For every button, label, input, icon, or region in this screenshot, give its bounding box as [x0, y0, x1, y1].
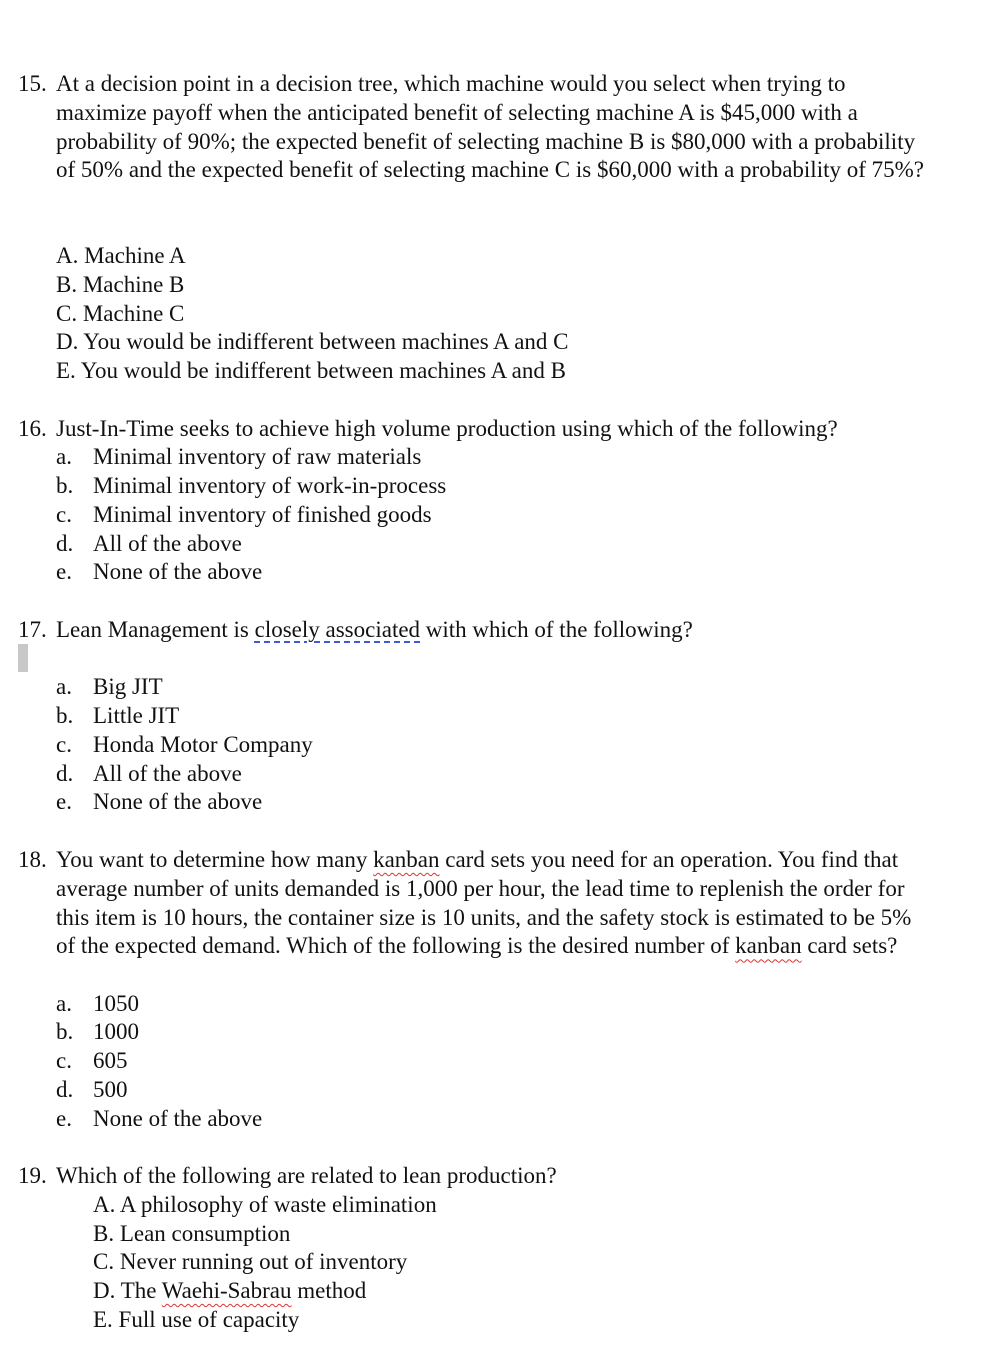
text-cursor-marker: [18, 644, 28, 672]
option-d: D. You would be indifferent between machines A and C: [56, 329, 569, 354]
option-a: [56, 443, 421, 472]
question-text-start: You want to determine how many: [56, 847, 374, 872]
option-letter: e.: [56, 559, 72, 584]
option-e: E. Full use of capacity: [93, 1307, 300, 1332]
option-text: 605: [93, 1048, 128, 1073]
question-16: [18, 415, 928, 444]
option-d: [56, 530, 242, 559]
option-c: C. Machine C: [56, 301, 185, 326]
option-a: [56, 990, 139, 1019]
question-text: Which of the following are related to lean production?: [56, 1163, 557, 1188]
option-b: [56, 472, 446, 501]
option-letter: b.: [56, 1019, 74, 1044]
question-number: 16.: [18, 416, 47, 441]
option-letter: c.: [56, 502, 72, 527]
option-b: [56, 702, 179, 731]
option-c: [56, 1047, 128, 1076]
option-text-start: D. The: [93, 1278, 162, 1303]
question-text-end: with which of the following?: [420, 617, 693, 642]
question-number: 17.: [18, 617, 47, 642]
option-letter: e.: [56, 1106, 72, 1131]
question-17: [18, 616, 928, 645]
option-text: Big JIT: [93, 674, 163, 699]
option-text: All of the above: [93, 761, 242, 786]
option-text: 1050: [93, 991, 139, 1016]
option-c: [56, 501, 432, 530]
option-a: A. A philosophy of waste elimination: [93, 1192, 437, 1217]
question-number: 19.: [18, 1163, 47, 1188]
option-c: C. Never running out of inventory: [93, 1249, 408, 1274]
option-d: [56, 1076, 128, 1105]
grammar-flagged-text[interactable]: closely associated: [254, 617, 421, 642]
option-text: Honda Motor Company: [93, 732, 313, 757]
spelling-flagged-word[interactable]: Waehi-Sabrau: [161, 1278, 292, 1303]
option-text-end: method: [291, 1278, 367, 1303]
option-a: [56, 673, 163, 702]
option-text: None of the above: [93, 1106, 263, 1131]
option-d: [56, 760, 242, 789]
option-letter: b.: [56, 473, 74, 498]
option-d: [93, 1277, 366, 1306]
option-b: B. Machine B: [56, 272, 185, 297]
question-text: [56, 616, 928, 645]
option-e: [56, 1105, 262, 1134]
question-text: Just-In-Time seeks to achieve high volume production using which of the following?: [56, 416, 838, 441]
option-letter: d.: [56, 531, 74, 556]
question-15: [18, 70, 928, 185]
spelling-flagged-word[interactable]: kanban: [373, 847, 440, 872]
option-text: None of the above: [93, 789, 263, 814]
question-text: At a decision point in a decision tree, which machine would you select when trying to maximize payoff when the anticipated benefit of selecting machine A is $45,000 with a probability of 90%; the expected benefit of selecting machine B is $80,000 with a probability of 50% and the expected benefit of selecting machine C is $60,000 with a probability of 75%?: [56, 71, 925, 183]
option-b: [56, 1018, 139, 1047]
option-e: [56, 558, 262, 587]
option-letter: c.: [56, 732, 72, 757]
option-letter: c.: [56, 1048, 72, 1073]
option-e: E. You would be indifferent between machines A and B: [56, 358, 566, 383]
option-text: Minimal inventory of work-in-process: [93, 473, 447, 498]
option-letter: a.: [56, 444, 72, 469]
question-text-end: card sets?: [801, 933, 898, 959]
option-text: 1000: [93, 1019, 139, 1044]
option-letter: b.: [56, 703, 74, 728]
option-text: All of the above: [93, 531, 242, 556]
option-text: Minimal inventory of raw materials: [93, 444, 422, 469]
question-19: [18, 1162, 928, 1191]
option-text: Minimal inventory of finished goods: [93, 502, 432, 527]
question-text: [56, 846, 928, 961]
option-letter: a.: [56, 674, 72, 699]
question-number: 18.: [18, 847, 47, 872]
option-a: A. Machine A: [56, 243, 186, 268]
question-18: [18, 846, 928, 961]
option-text: 500: [93, 1077, 128, 1102]
option-e: [56, 788, 262, 817]
option-text: None of the above: [93, 559, 263, 584]
option-b: B. Lean consumption: [93, 1221, 291, 1246]
option-text: Little JIT: [93, 703, 180, 728]
question-number: 15.: [18, 71, 47, 96]
option-letter: d.: [56, 761, 74, 786]
option-letter: e.: [56, 789, 72, 814]
question-text-middle: card sets you need for an operation. You find that average number of units demanded is 1,000 per hour, the lead time to replenish the order for this item is 10 hours, the container size is 10 units, and the safety stock is estimated to be 5% of the expected demand. Which of the following is the desired number of: [56, 847, 912, 959]
option-letter: a.: [56, 991, 72, 1016]
spelling-flagged-word[interactable]: kanban: [735, 933, 802, 959]
question-text-start: Lean Management is: [56, 617, 255, 642]
option-c: [56, 731, 313, 760]
option-letter: d.: [56, 1077, 74, 1102]
